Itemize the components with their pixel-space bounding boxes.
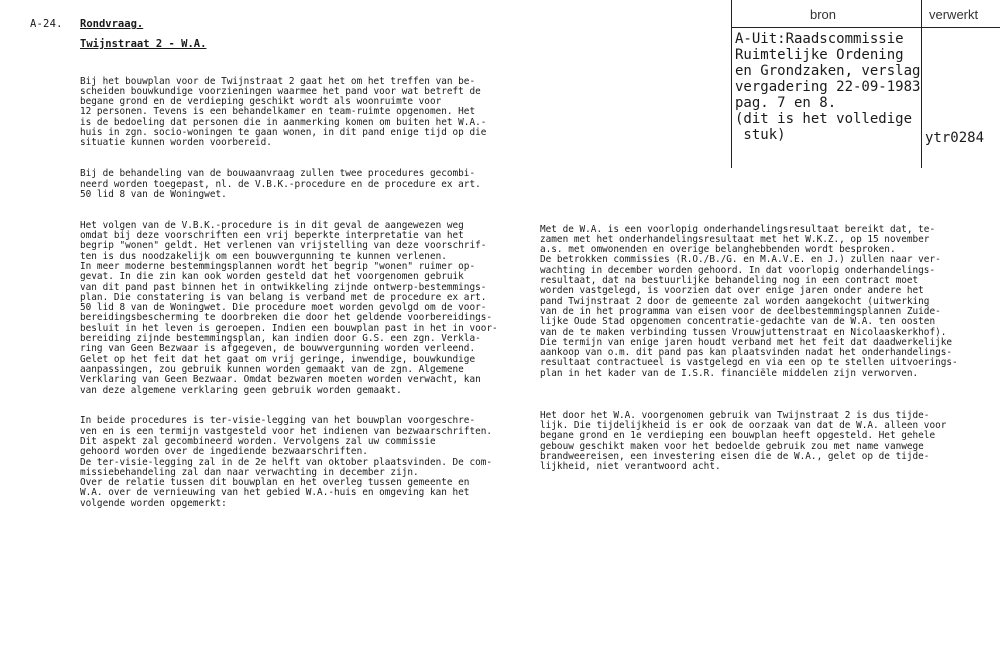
source-text: A-Uit:Raadscommissie Ruimtelijke Ordening en Grondzaken, verslag vergadering 22-09-1983 pag. 7 en 8. (dit is het volledige stuk) [735, 31, 921, 143]
paragraph: Het volgen van de V.B.K.-procedure is in dit geval de aangewezen weg omdat bij deze voorschriften een vrij beperkte interpretatie van het begrip "wonen" geldt. Het verlenen van vrijstelling van deze voorschrif- ten is dus noodzakelijk om een bouwvergunning te kunnen verlenen. In meer moderne bestemmingsplannen wordt het begrip "wonen" ruimer op- gevat. In die zin kan ook worden gesteld dat het voorgenomen gebruik van dit pand past binnen het in ontwikkeling zijnde ontwerp-bestemmings- plan. Die constatering is van belang is verband met de procedure ex art. 50 lid 8 van de Woningwet. Die procedure moet worden gevolgd om de voor- bereidingsbescherming te doorbreken die door het geldende voorbereidings- besluit in het leven is geroepen. Indien een bouwplan past in het in voor- bereiding zijnde bestemmingsplan, kan indien door G.S. een zgn. Verkla- ring van Geen Bezwaar is afgegeven, de bouwvergunning worden verleend. Gelet op het feit dat het gaat om vrij geringe, inwendige, bouwkundige aanpassingen, zou gebruik kunnen worden gemaakt van de zgn. Algemene Verklaring van Geen Bezwaar. Omdat bezwaren moeten worden verwacht, kan van deze algemene verklaring geen gebruik worden gemaakt. [80, 219, 498, 396]
subject-heading: Twijnstraat 2 - W.A. [80, 38, 207, 50]
box-divider [731, 0, 732, 168]
bron-label: bron [810, 7, 837, 22]
paragraph: In beide procedures is ter-visie-legging van het bouwplan voorgeschre- ven en is een termijn vastgesteld voor het indienen van bezwaarschriften. Dit aspekt zal gecombineerd worden. Vervolgens zal uw commissie gehoord worden over de ingediende bezwaarschriften. De ter-visie-legging zal in de 2e helft van oktober plaatsvinden. De com- missiebehandeling zal dan naar verwachting in december zijn. Over de relatie tussen dit bouwplan en het overleg tussen gemeente en W.A. over de vernieuwing van het gebied W.A.-huis en omgeving kan het volgende worden opgemerkt: [80, 415, 493, 509]
paragraph: Het door het W.A. voorgenomen gebruik van Twijnstraat 2 is dus tijde- lijk. Die tijdelijkheid is er ook de oorzaak van dat de W.A. alleen voor begane grond en 1e verdieping een bouwplan heeft opgesteld. Het gehele gebouw geschikt maken voor het bedoelde gebruik zou met name vanwege brandweereisen, een investering eisen die de W.A., gelet op de tijde- lijkheid, niet verantwoord acht. [540, 409, 947, 473]
left-column [80, 56, 525, 519]
box-divider [731, 27, 1000, 28]
paragraph: Met de W.A. is een voorlopig onderhandelingsresultaat bereikt dat, te- zamen met het onderhandelingsresultaat met het W.K.Z., op 15 november a.s. met omwonenden en overige belanghebbenden wordt besproken. De betrokken commissies (R.O./B./G. en M.A.V.E. en J.) zullen naar ver- wachting in december worden gehoord. In dat voorlopig onderhandelings- resultaat, dat na bestuurlijke behandeling nog in een contract moet worden vastgelegd, is voorzien dat over enige jaren onder andere het pand Twijnstraat 2 door de gemeente zal worden aangekocht (uitwerking van de in het programma van eisen voor de deelbestemmingsplannen Zuide- lijke Oude Stad opgenomen concentratie-gedachte van de W.A. ten oosten van de te maken verbinding tussen Vrouwjuttenstraat en Nicolaaskerkhof). Die termijn van enige jaren houdt verband met het feit dat daadwerkelijke aankoop van o.m. dit pand pas kan plaatsvinden nadat het onderhandelings- resultaat contractueel is vastgelegd en via een op te stellen uitvoerings- plan in het kader van de I.S.R. financiële middelen zijn verworven. [540, 223, 958, 379]
box-divider [921, 0, 922, 168]
document-code: ytr0284 [925, 130, 985, 146]
paragraph: Bij het bouwplan voor de Twijnstraat 2 gaat het om het treffen van be- scheiden bouwkundige voorzieningen waarmee het pand voor wat betreft de begane grond en de verdieping geschikt wordt als woonruimte voor 12 personen. Tevens is een behandelkamer en team-ruimte opgenomen. Het is de bedoeling dat personen die in aanmerking komen om buiten het W.A.- huis in zgn. socio-woningen te gaan wonen, in dit pand enige tijd op die situatie kunnen worden voorbereid. [80, 75, 487, 149]
document-number: A-24. [30, 18, 63, 30]
right-column [540, 204, 980, 483]
section-title: Rondvraag. [80, 18, 144, 30]
verwerkt-label: verwerkt [929, 7, 979, 22]
paragraph: Bij de behandeling van de bouwaanvraag zullen twee procedures gecombi- neerd worden toegepast, nl. de V.B.K.-procedure en de procedure ex art. 50 lid 8 van de Woningwet. [80, 168, 481, 200]
